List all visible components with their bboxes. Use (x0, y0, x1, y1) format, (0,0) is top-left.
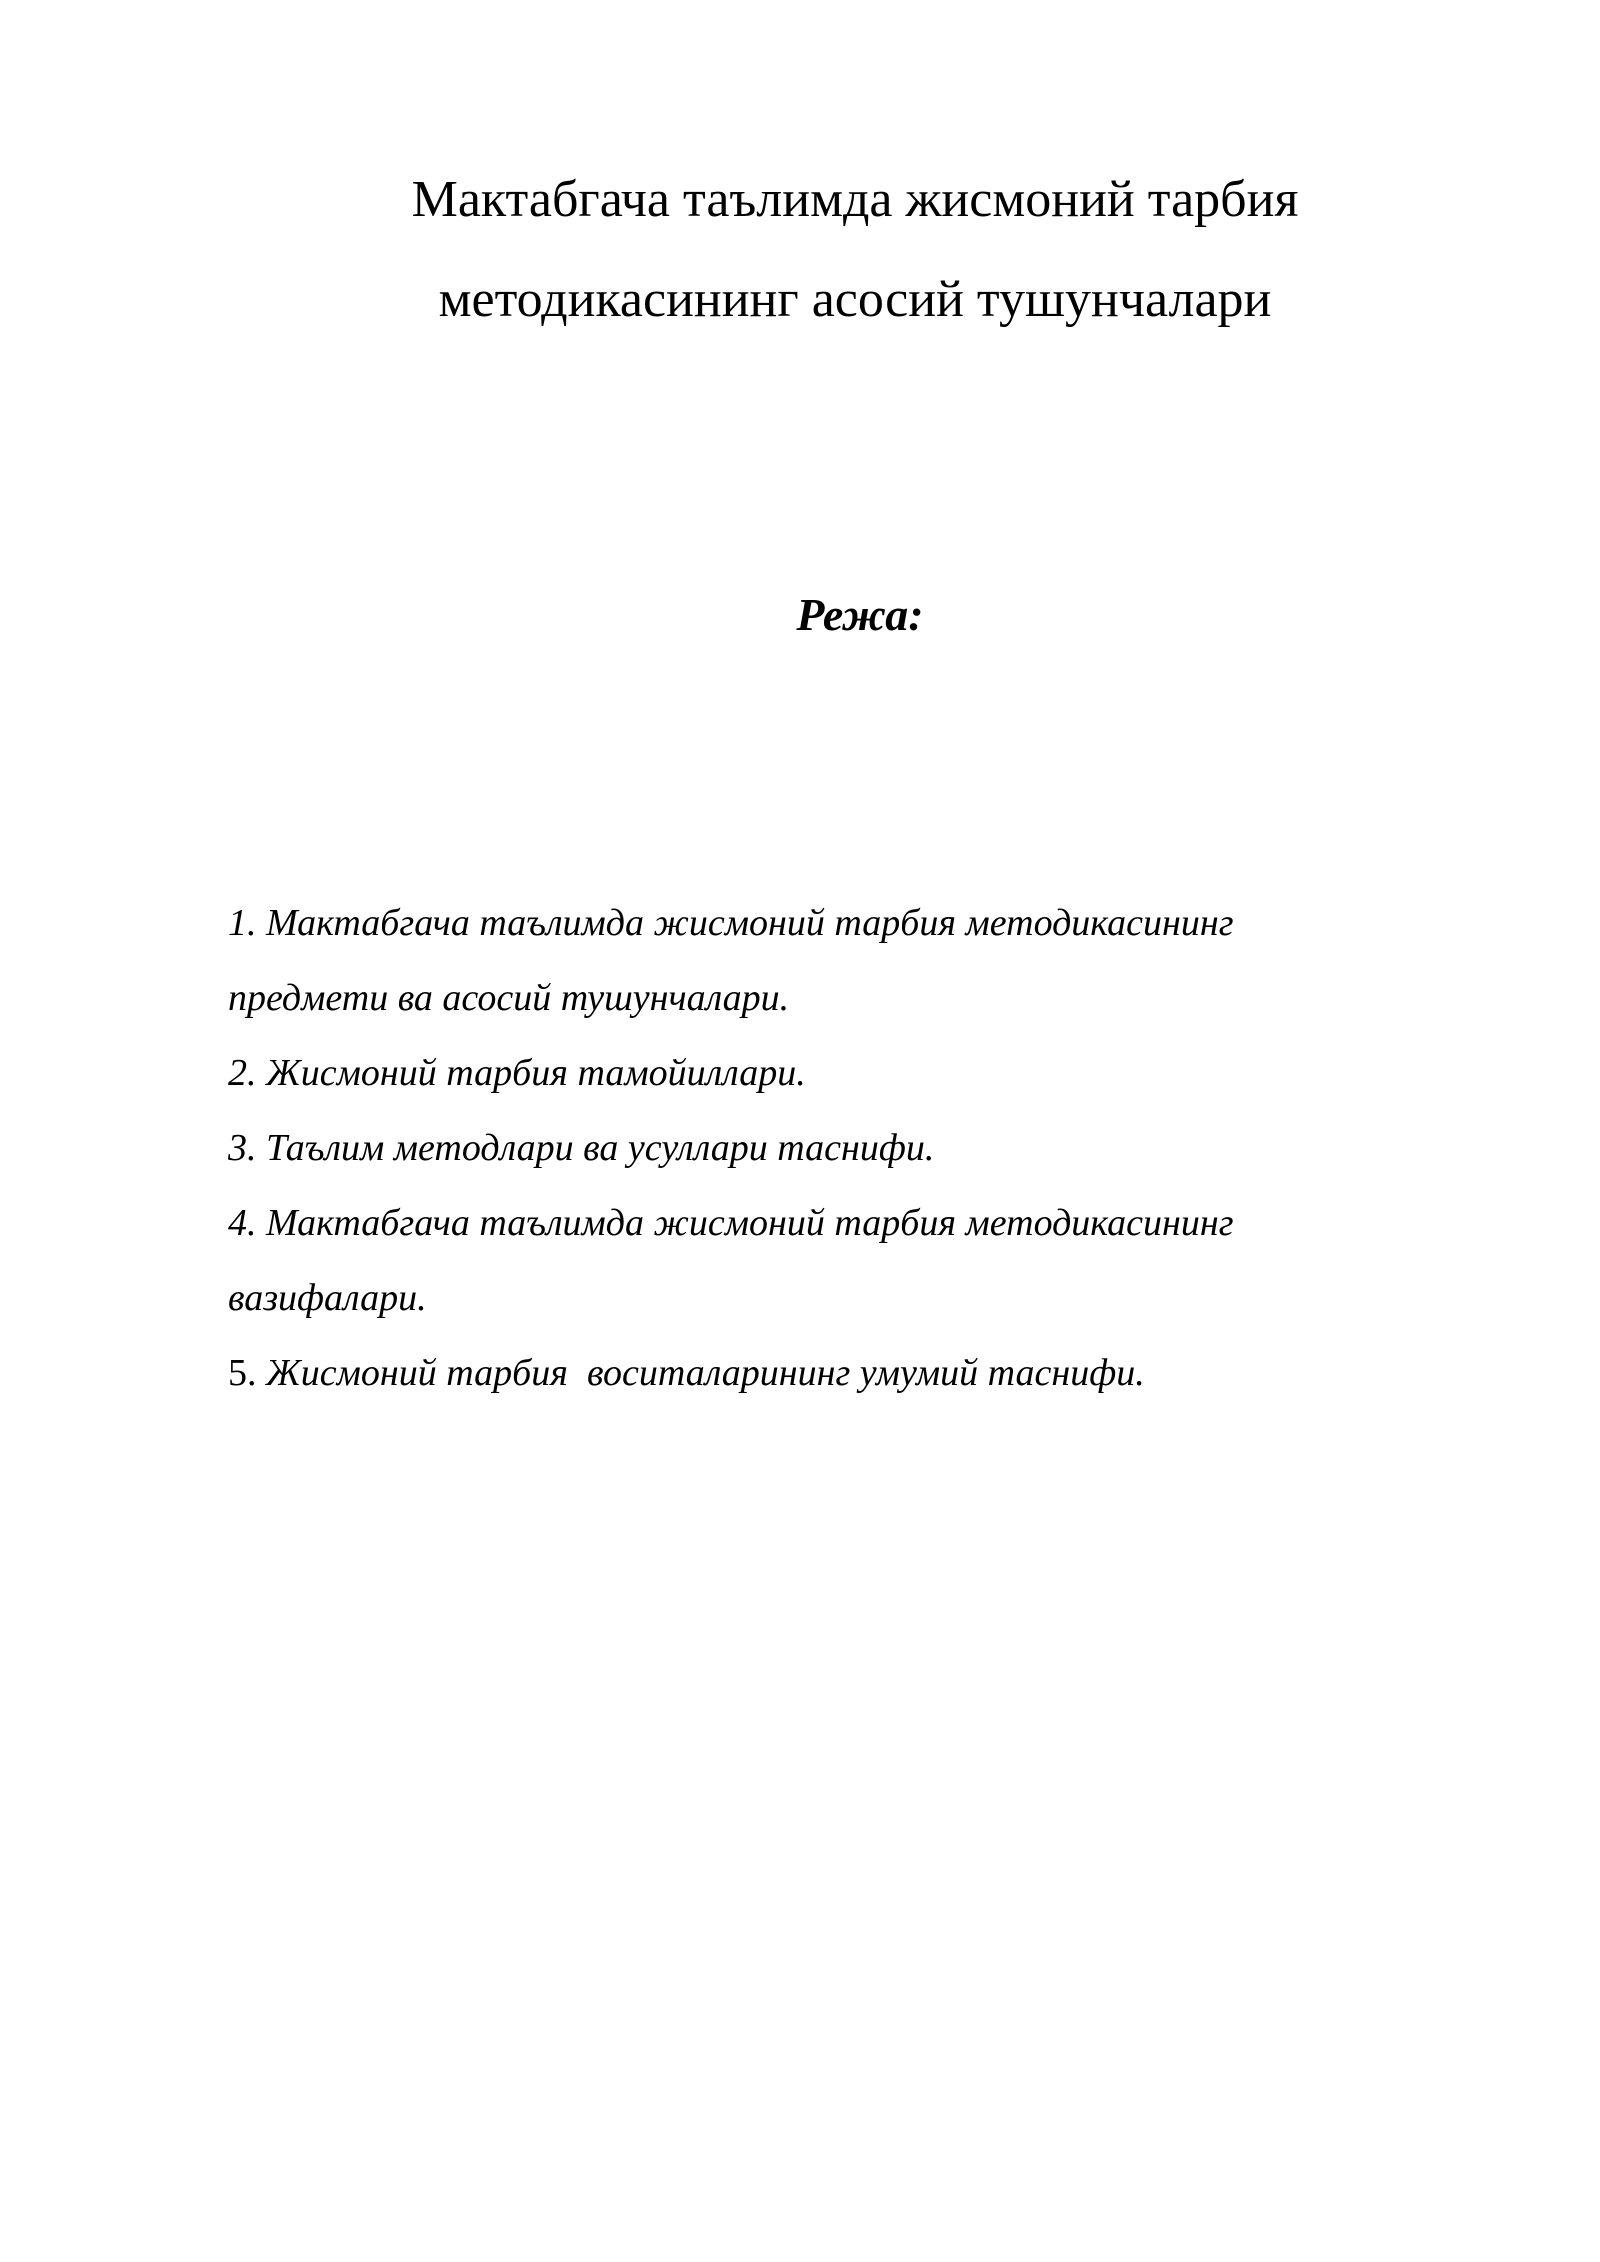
plan-item-5 (228, 1336, 1428, 1411)
plan-item-1-continuation: предмети ва асосий тушунчалари. (228, 977, 790, 1019)
plan-item-number: 2. (228, 1052, 257, 1094)
plan-item-4 (228, 1186, 1428, 1261)
title-line-2: методикасининг асосий тушунчалари (438, 271, 1272, 328)
plan-item-2 (228, 1036, 1428, 1111)
plan-item-number: 5. (228, 1352, 257, 1394)
plan-heading: Режа: (796, 589, 924, 640)
plan-item-4-continuation: вазифалари. (228, 1277, 427, 1319)
plan-item-1 (228, 886, 1428, 961)
plan-item-number: 4. (228, 1202, 257, 1244)
plan-item-3 (228, 1111, 1428, 1186)
plan-list (228, 886, 1428, 1411)
page-title (330, 150, 1380, 350)
plan-item-text: Таълим методлари ва усуллари таснифи. (266, 1127, 935, 1169)
plan-item-number: 3. (228, 1127, 257, 1169)
plan-item-number: 1. (228, 902, 257, 944)
plan-item-text: Мактабгача таълимда жисмоний тарбия методикасининг (266, 902, 1234, 944)
plan-item-text: Мактабгача таълимда жисмоний тарбия методикасининг (266, 1202, 1234, 1244)
plan-item-text: Жисмоний тарбия тамойиллари. (266, 1052, 806, 1094)
plan-item-text: Жисмоний тарбия воситаларининг умумий таснифи. (266, 1352, 1145, 1394)
title-line-1: Мактабгача таълимда жисмоний тарбия (411, 171, 1299, 228)
